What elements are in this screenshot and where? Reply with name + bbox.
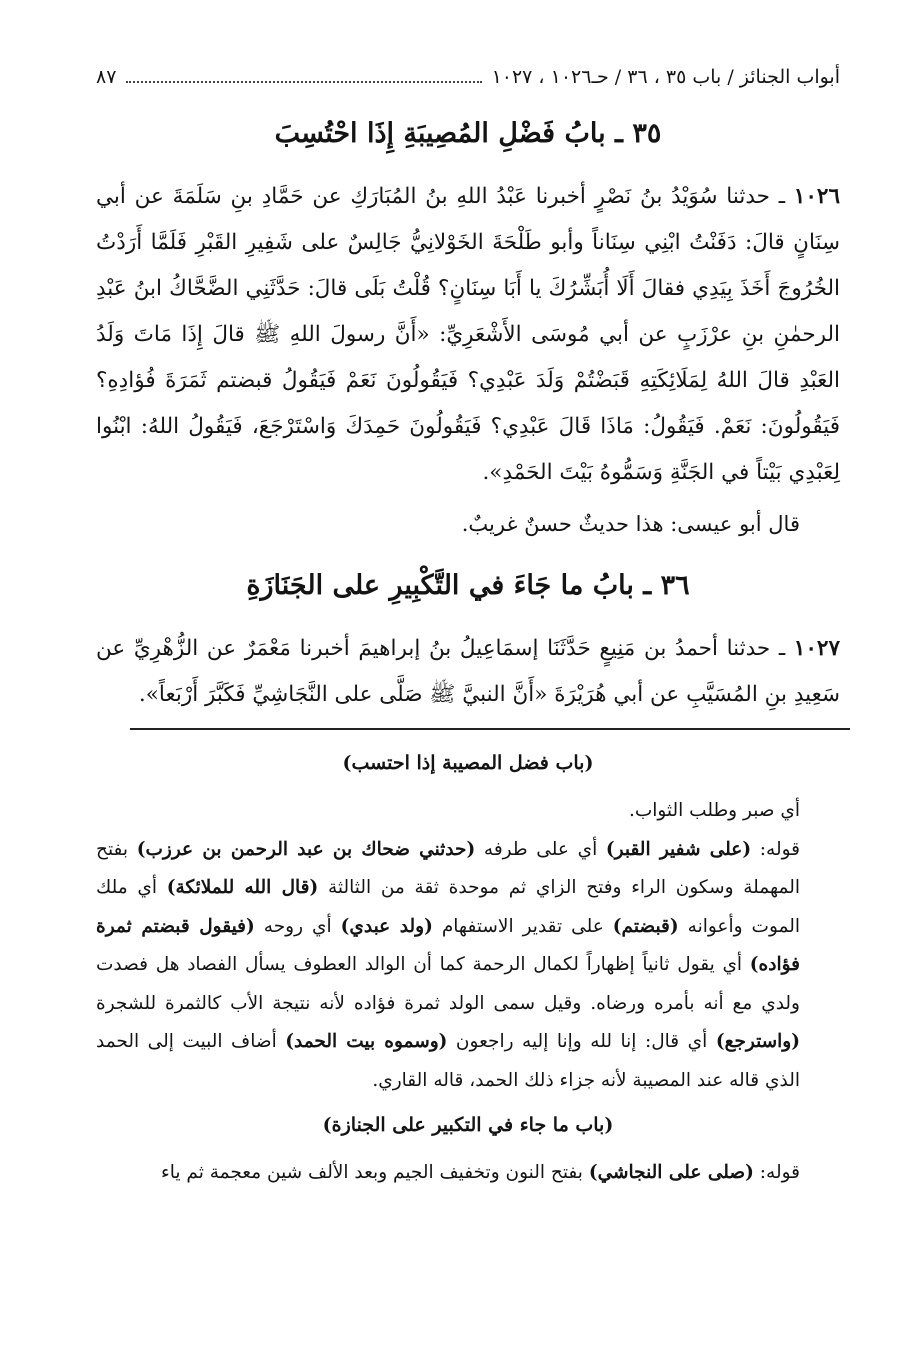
- commentary-note-1-segment-5: أي ملك الموت وأعوانه: [96, 877, 800, 937]
- hadith-text-1027: ـ حدثنا أحمدُ بن مَنِيعٍ حَدَّثَنَا إسمَاعِيلُ بنُ إبراهيمَ أخبرنا مَعْمَرٌ عن الزُّهْرِيِّ عن سَعِيدِ بنِ المُسَيَّبِ عن أبي هُرَيْرَةَ «أَنَّ النبيَّ ﷺ صَلَّى على النَّجَاشِيِّ فَكَبَّرَ أَرْبَعاً».: [96, 636, 840, 707]
- hadith-text-1026: ـ حدثنا سُوَيْدُ بنُ نَصْرٍ أخبرنا عَبْدُ اللهِ بنُ المُبَارَكِ عن حَمَّادِ بنِ سَلَمَةَ عن أبي سِنَانٍ قالَ: دَفَنْتُ ابْنِي سِنَاناً وأبو طَلْحَةَ الخَوْلانِيُّ جَالِسٌ على شَفِيرِ القَبْرِ فَلَمَّا أَرَدْتُ الخُرُوجَ أَخَذَ بِيَدِي فقالَ أَلَا أُبَشِّرُكَ يا أَبَا سِنَانٍ؟ قُلْتُ بَلَى قالَ: حَدَّثَنِي الضَّحَّاكُ ابنُ عَبْدِ الرحمٰنِ بنِ عرْزَبٍ عن أبي مُوسَى الأَشْعَرِيِّ: «أَنَّ رسولَ اللهِ ﷺ قالَ إِذَا مَاتَ وَلَدُ العَبْدِ قالَ اللهُ لِمَلَائِكَتِهِ قَبَضْتُمْ وَلَدَ عَبْدِي؟ فَيَقُولُونَ نَعَمْ فَيَقُولُ قبضتم ثَمَرَةَ فُؤادِهِ؟ فَيَقُولُونَ: نَعَمْ. فَيَقُولُ: مَاذَا قَالَ عَبْدِي؟ فَيَقُولُونَ حَمِدَكَ وَاسْتَرْجَعَ، فَيَقُولُ اللهُ: ابْنُوا لِعَبْدِي بَيْتاً في الجَنَّةِ وَسَمُّوهُ بَيْتَ الحَمْدِ».: [96, 184, 840, 485]
- commentary-note-1-segment-15: أضاف البيت إلى الحمد الذي قاله عند المصيبة لأنه جزاء ذلك الحمد، قاله القاري.: [96, 1031, 800, 1091]
- commentary-gloss-35: أي صبر وطلب الثواب.: [628, 800, 800, 821]
- commentary-note-1-segment-6: (قبضتم): [612, 915, 679, 937]
- commentary-note-1-segment-10: (فيقول قبضتم ثمرة فؤاده): [96, 915, 800, 975]
- chapter-36-title: ٣٦ ـ بابُ ما جَاءَ في التَّكْبِيرِ على الجَنَازَةِ: [246, 570, 690, 601]
- page-number: ٨٧: [96, 66, 117, 88]
- commentary-note-2-body: [161, 1162, 754, 1183]
- hadith-1027: [96, 626, 840, 718]
- chapter-35-title: ٣٥ ـ بابُ فَضْلِ المُصِيبَةِ إِذَا احْتُسِبَ: [274, 118, 662, 149]
- commentary-heading-36: (باب ما جاء في التكبير على الجنازة): [322, 1114, 614, 1136]
- running-head: [96, 62, 840, 92]
- commentary-note-1-segment-11: أي يقول ثانياً إظهاراً لكمال الرحمة كما أن الوالد العطوف يسأل الفصاد هل فصدت ولدي مع أنه بأمره ورضاه. وقيل سمى الولد ثمرة فؤاده لأنه نتيجة الأب كالثمرة للشجرة: [96, 954, 800, 1014]
- leader-dots: [126, 81, 481, 83]
- commentary-note-1-segment-0: (على شفير القبر): [605, 838, 752, 860]
- commentary-note-1-segment-4: (قال الله للملائكة): [166, 877, 319, 898]
- commentary-note-2-lead: قوله:: [759, 1162, 800, 1183]
- commentary-note-1-segment-1: أي على طرفه: [475, 838, 606, 860]
- commentary-note-1-segment-14: (وسموه بيت الحمد): [285, 1031, 448, 1052]
- commentary-note-1-segment-2: (حدثني ضحاك بن عبد الرحمن بن عرزب): [136, 838, 476, 860]
- commentary-note-1-segment-9: أي روحه: [254, 915, 341, 937]
- commentary-note-2-segment-1: بفتح النون وتخفيف الجيم وبعد الألف شين معجمة ثم ياء: [161, 1162, 589, 1183]
- commentary-note-1-segment-7: على تقدير الاستفهام: [432, 915, 613, 937]
- commentary-heading-35: (باب فضل المصيبة إذا احتسب): [342, 752, 594, 774]
- commentary-note-1-lead: قوله:: [759, 838, 800, 860]
- footnote-divider: [130, 728, 850, 730]
- hadith-number-1027: ١٠٢٧: [793, 636, 840, 661]
- commentary-note-1-segment-8: (ولد عبدي): [340, 915, 433, 937]
- commentary-note-2: [96, 1154, 840, 1193]
- running-title: أبواب الجنائز / باب ٣٥ ، ٣٦ / حـ١٠٢٦ ، ١٠٢٧: [491, 66, 840, 88]
- commentary-note-1-segment-12: (واسترجع): [715, 1031, 800, 1052]
- hadith-1026: [96, 174, 840, 496]
- hadith-verdict: قال أبو عيسى: هذا حديثٌ حسنٌ غريبٌ.: [461, 512, 800, 536]
- commentary-note-1-segment-13: أي قال: إنا لله وإنا إليه راجعون: [447, 1031, 716, 1052]
- commentary-note-1-segment-3: بفتح المهملة وسكون الراء وفتح الزاي ثم موحدة ثقة من الثالثة: [96, 838, 800, 898]
- commentary-note-1-body: [96, 839, 800, 1091]
- hadith-number-1026: ١٠٢٦: [793, 184, 840, 209]
- commentary-note-2-segment-0: (صلى على النجاشي): [588, 1162, 754, 1183]
- commentary-note-1: [96, 831, 840, 1101]
